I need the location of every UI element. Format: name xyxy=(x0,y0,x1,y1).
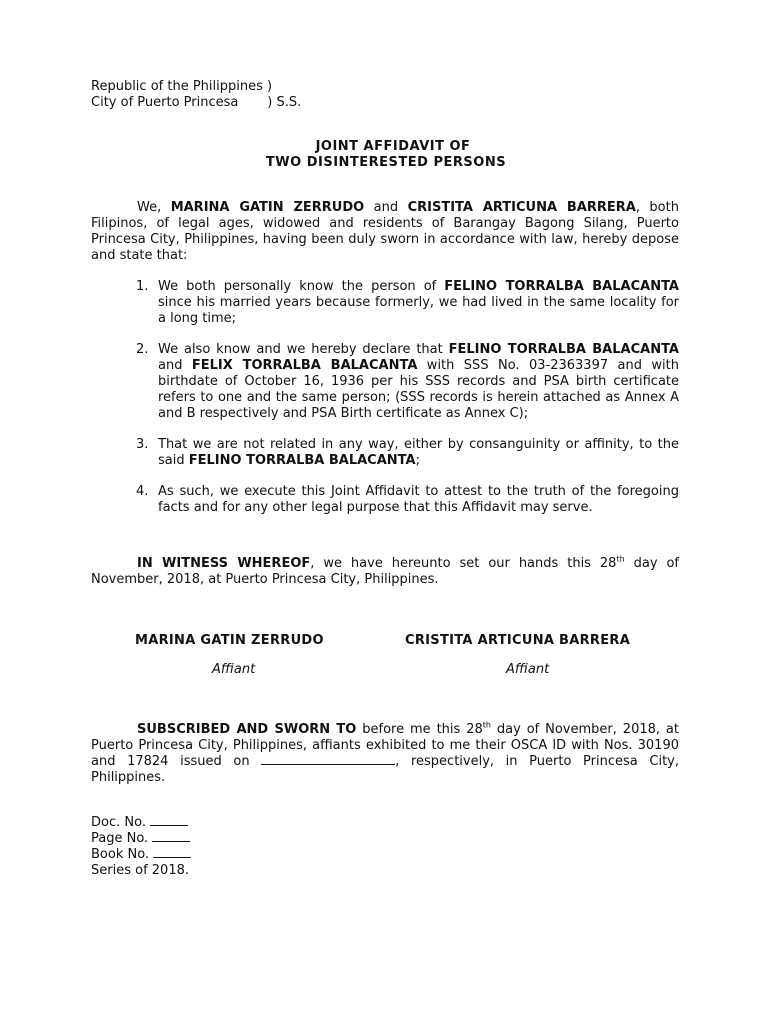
jurat-heading: SUBSCRIBED AND SWORN TO xyxy=(137,722,357,737)
jurat-ordinal: th xyxy=(482,720,491,730)
intro-affiant-2: CRISTITA ARTICUNA BARRERA xyxy=(407,200,636,215)
affiant-label-2: Affiant xyxy=(506,662,550,677)
venue-block xyxy=(91,79,301,111)
statement-text: That we are not related in any way, either by consanguinity or affinity, to the said xyxy=(158,437,679,468)
affiant-label-1: Affiant xyxy=(212,662,256,677)
statement-text: with SSS No. 03-2363397 and with birthdate of October 16, 1936 per his SSS records and PSA birth certificate refers to one and the same person; (SSS records is herein attached as Annex A and B respectively and PSA Birth certificate as Annex C); xyxy=(158,358,679,421)
book-no-blank xyxy=(153,856,191,858)
notarial-register xyxy=(91,815,191,879)
signature-name-1: MARINA GATIN ZERRUDO xyxy=(135,633,324,648)
intro-paragraph xyxy=(91,200,679,264)
intro-rest: , both Filipinos, of legal ages, widowed and residents of Barangay Bagong Silang, Puerto Princesa City, Philippines, having been duly sworn in accordance with law, hereby depose and state that: xyxy=(91,200,679,263)
title-line-1: JOINT AFFIDAVIT OF xyxy=(315,139,471,154)
page-no-blank xyxy=(152,840,190,842)
intro-and: and xyxy=(364,200,408,215)
intro-we: We, xyxy=(137,200,171,215)
book-no-label: Book No. xyxy=(91,847,154,862)
statement-item xyxy=(136,437,679,469)
jurat-paragraph xyxy=(91,722,679,786)
series-line: Series of 2018. xyxy=(91,863,189,878)
witness-paragraph xyxy=(91,556,679,588)
jurat-text: , respectively, in Puerto Princesa City, Philippines. xyxy=(91,754,679,785)
statement-number: 2. xyxy=(136,342,149,357)
venue-republic: Republic of the Philippines ) xyxy=(91,79,273,94)
witness-ordinal: th xyxy=(616,554,625,564)
title-line-2: TWO DISINTERESTED PERSONS xyxy=(265,155,507,170)
page-no-line xyxy=(91,831,191,847)
jurat-text: day of November, 2018, at Puerto Princesa City, Philippines, affiants exhibited to me their OSCA ID with Nos. 30190 and 17824 issued on xyxy=(91,722,679,769)
doc-no-blank xyxy=(150,824,188,826)
statement-item xyxy=(136,279,679,327)
statement-number: 4. xyxy=(136,484,149,499)
witness-text: day of November, 2018, at Puerto Princesa City, Philippines. xyxy=(91,556,679,587)
jurat-text: before me this 28 xyxy=(356,722,483,737)
doc-no-line xyxy=(91,815,191,831)
intro-affiant-1: MARINA GATIN ZERRUDO xyxy=(170,200,365,215)
statement-text: and xyxy=(158,358,192,373)
statement-name: FELIX TORRALBA BALACANTA xyxy=(191,358,418,373)
statement-number: 3. xyxy=(136,437,149,452)
statement-text: As such, we execute this Joint Affidavit to attest to the truth of the foregoing facts and for any other legal purpose that this Affidavit may serve. xyxy=(158,484,679,515)
statement-text: We also know and we hereby declare that xyxy=(158,342,449,357)
statements-list xyxy=(136,279,679,531)
statement-text: since his married years because formerly, we had lived in the same locality for a long time; xyxy=(158,295,679,326)
doc-no-label: Doc. No. xyxy=(91,815,151,830)
document-title xyxy=(0,139,768,171)
statement-name: FELINO TORRALBA BALACANTA xyxy=(188,453,416,468)
signature-name-2: CRISTITA ARTICUNA BARRERA xyxy=(405,633,631,648)
book-no-line xyxy=(91,847,191,863)
issue-date-blank xyxy=(261,763,395,765)
venue-city: City of Puerto Princesa ) S.S. xyxy=(91,95,302,110)
page-no-label: Page No. xyxy=(91,831,153,846)
statement-text: ; xyxy=(415,453,420,468)
statement-item xyxy=(136,342,679,422)
statement-name: FELINO TORRALBA BALACANTA xyxy=(444,279,679,294)
statement-name: FELINO TORRALBA BALACANTA xyxy=(448,342,679,357)
statement-item xyxy=(136,484,679,516)
statement-number: 1. xyxy=(136,279,149,294)
witness-heading: IN WITNESS WHEREOF xyxy=(137,556,311,571)
statement-text: We both personally know the person of xyxy=(158,279,445,294)
witness-text: , we have hereunto set our hands this 28 xyxy=(310,556,617,571)
